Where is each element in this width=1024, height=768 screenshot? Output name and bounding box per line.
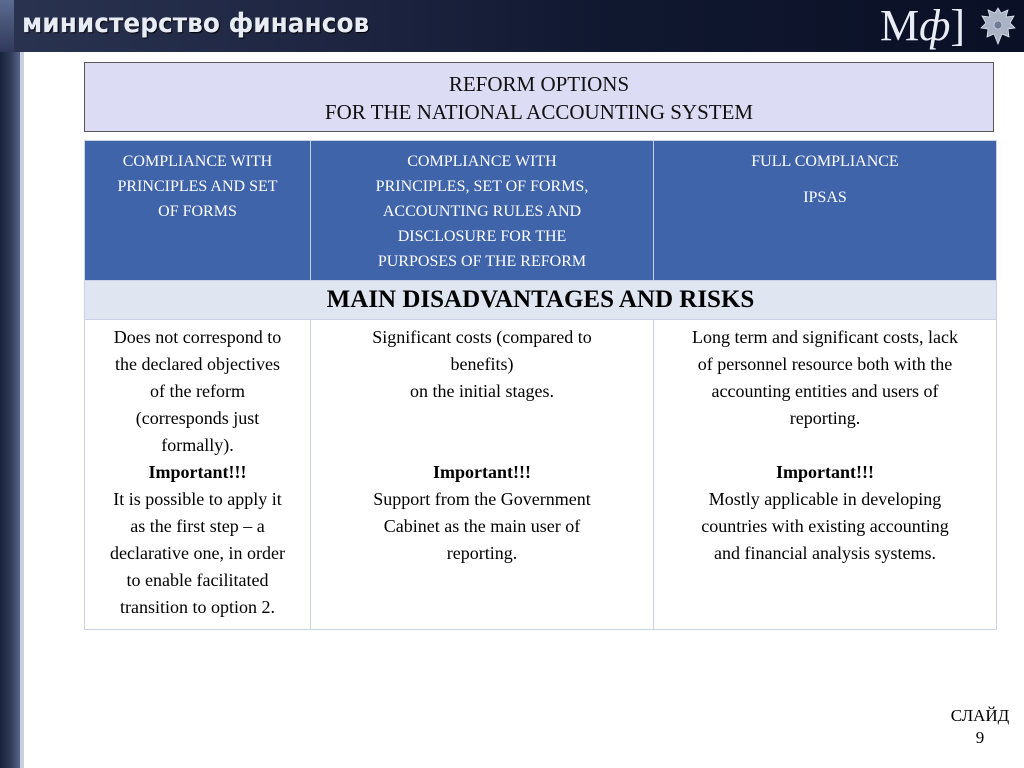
option-3-line1: FULL COMPLIANCE [751, 153, 899, 170]
left-decor-bar [0, 52, 20, 768]
slide-number [935, 705, 1024, 749]
option-3-header [654, 141, 997, 281]
slide-title-line1: REFORM OPTIONS [448, 72, 630, 96]
note-line: reporting. [446, 543, 518, 563]
band-row [85, 281, 997, 320]
option-2-line: COMPLIANCE WITH [407, 153, 557, 170]
left-decor-line [20, 52, 24, 768]
ministry-logo [880, 2, 965, 50]
text-line: of personnel resource both with the [697, 354, 953, 374]
option-1-line: COMPLIANCE WITH [122, 153, 273, 170]
note-line: transition to option 2. [120, 597, 275, 617]
text-line: on the initial stages. [410, 381, 554, 401]
reform-options-table [84, 140, 997, 630]
logo-letter-m: М [880, 1, 920, 50]
option-3-disadvantages [654, 320, 997, 630]
slide-title-line2: FOR THE NATIONAL ACCOUNTING SYSTEM [324, 100, 754, 124]
note-line: Mostly applicable in developing [708, 489, 942, 509]
note-line: It is possible to apply it [113, 489, 282, 509]
slide-index: 9 [975, 728, 985, 747]
text-line: accounting entities and users of [711, 381, 939, 401]
option-1-line: OF FORMS [158, 203, 237, 220]
logo-letter-phi: ф [919, 1, 951, 50]
options-header-row [85, 141, 997, 281]
text-line: benefits) [450, 354, 514, 374]
disadvantages-row [85, 320, 997, 630]
option-2-header [311, 141, 654, 281]
note-line: declarative one, in order [110, 543, 285, 563]
text-line: formally). [161, 435, 234, 455]
option-1-header [85, 141, 311, 281]
note-line: as the first step – a [130, 516, 265, 536]
important-label: Important!!! [776, 462, 874, 482]
text-line: Long term and significant costs, lack [692, 327, 958, 347]
option-1-line: PRINCIPLES AND SET [117, 178, 278, 195]
disadvantages-band-label: MAIN DISADVANTAGES AND RISKS [85, 281, 997, 320]
text-line: the declared objectives [115, 354, 280, 374]
text-line: Does not correspond to [113, 327, 282, 347]
slide-label: СЛАЙД [950, 706, 1010, 725]
double-headed-eagle-icon [978, 4, 1018, 48]
option-2-line: DISCLOSURE FOR THE [397, 228, 567, 245]
note-line: countries with existing accounting [701, 516, 949, 536]
text-line: reporting. [789, 408, 861, 428]
option-1-disadvantages [85, 320, 311, 630]
important-label: Important!!! [148, 462, 247, 482]
note-line: to enable facilitated [126, 570, 269, 590]
option-3-line2: IPSAS [803, 189, 847, 206]
logo-letter-bar: ] [950, 1, 966, 50]
option-2-line: ACCOUNTING RULES AND [382, 203, 582, 220]
text-line: of the reform [150, 381, 245, 401]
option-2-line: PURPOSES OF THE REFORM [377, 253, 587, 270]
ministry-title: министерство финансов [22, 8, 370, 39]
header-band [0, 0, 1024, 52]
header-stripe [0, 0, 14, 52]
slide-title-box [84, 62, 994, 132]
option-2-disadvantages [311, 320, 654, 630]
note-line: Cabinet as the main user of [383, 516, 581, 536]
important-label: Important!!! [433, 462, 531, 482]
note-line: and financial analysis systems. [714, 543, 936, 563]
text-line: (corresponds just [135, 408, 260, 428]
option-2-line: PRINCIPLES, SET OF FORMS, [375, 178, 589, 195]
note-line: Support from the Government [373, 489, 591, 509]
text-line: Significant costs (compared to [372, 327, 592, 347]
